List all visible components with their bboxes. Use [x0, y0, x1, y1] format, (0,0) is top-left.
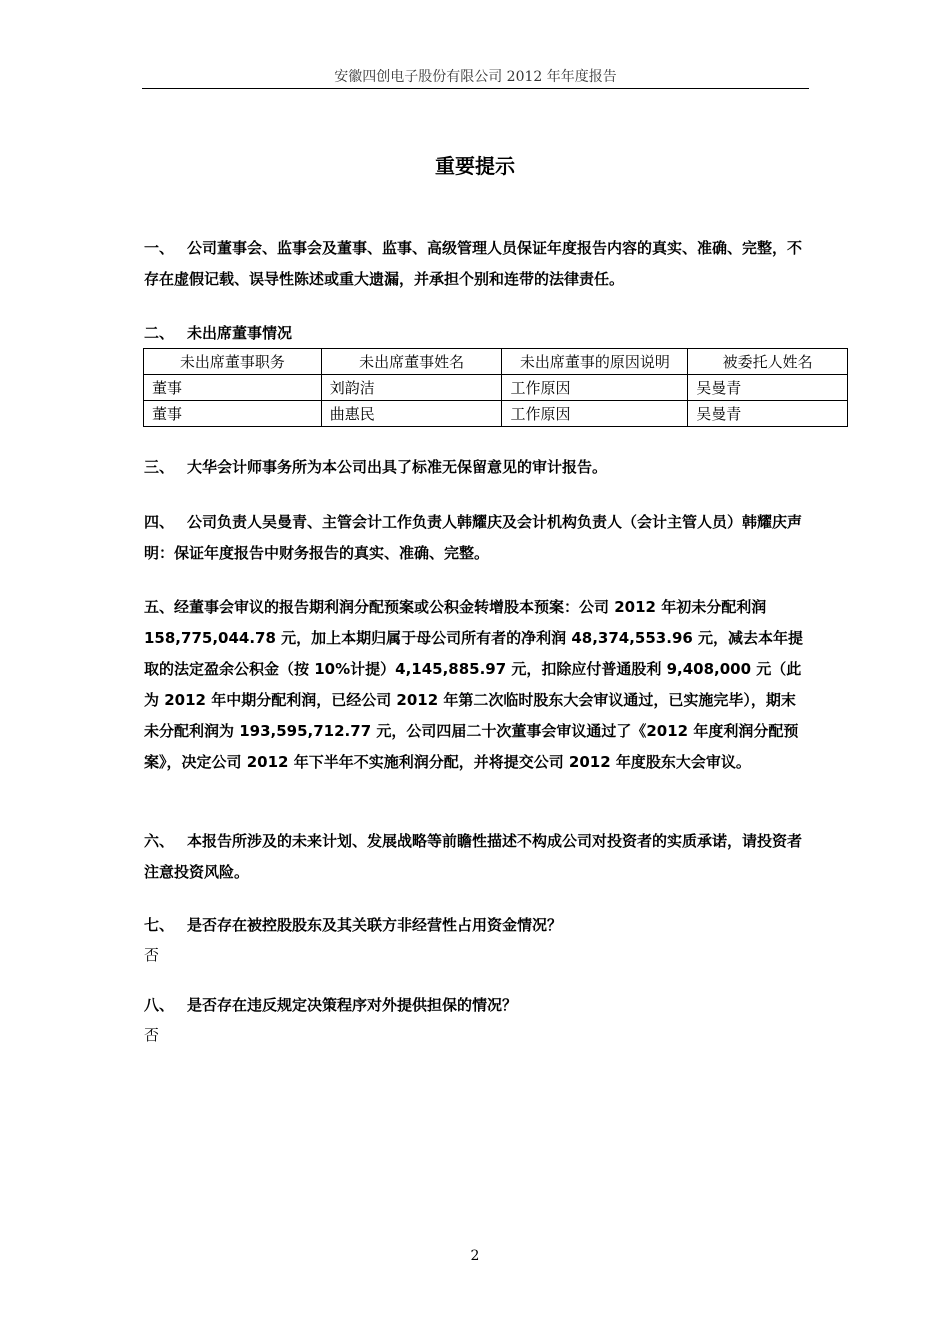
- table-cell: 董事: [144, 401, 322, 427]
- table-cell: 曲惠民: [321, 401, 502, 427]
- table-cell: 刘韵洁: [321, 375, 502, 401]
- item-7-number: 七、: [144, 916, 175, 934]
- item-4: [144, 507, 808, 569]
- item-8-number: 八、: [144, 996, 175, 1014]
- table-cell: 吴曼青: [688, 375, 848, 401]
- table-cell: 董事: [144, 375, 322, 401]
- item-6: [144, 826, 808, 888]
- header-rule: [142, 88, 809, 89]
- item-4-number: 四、: [144, 513, 175, 531]
- item-3-number: 三、: [144, 458, 175, 476]
- item-3-text: 大华会计师事务所为本公司出具了标准无保留意见的审计报告。: [187, 458, 608, 476]
- item-7: [144, 910, 808, 941]
- table-cell: 吴曼青: [688, 401, 848, 427]
- table-row: [144, 375, 848, 401]
- item-5: [144, 592, 808, 778]
- item-2-text: 未出席董事情况: [187, 324, 293, 342]
- item-8-answer: 否: [144, 1026, 160, 1044]
- item-7-answer: 否: [144, 946, 160, 964]
- item-2-number: 二、: [144, 324, 175, 342]
- page-number: 2: [470, 1248, 480, 1264]
- table-row: [144, 401, 848, 427]
- table-header-cell: 未出席董事职务: [144, 349, 322, 375]
- table-cell: 工作原因: [502, 401, 688, 427]
- table-header-row: [144, 349, 848, 375]
- item-1-number: 一、: [144, 239, 175, 257]
- table-header-cell: 未出席董事姓名: [321, 349, 502, 375]
- absent-directors-table: [143, 348, 848, 427]
- item-3: [144, 452, 808, 483]
- item-8: [144, 990, 808, 1021]
- page-title: 重要提示: [435, 154, 515, 178]
- item-2: [144, 318, 808, 349]
- item-7-text: 是否存在被控股股东及其关联方非经营性占用资金情况？: [187, 916, 563, 934]
- table-cell: 工作原因: [502, 375, 688, 401]
- page-header: 安徽四创电子股份有限公司 2012 年年度报告: [334, 69, 617, 85]
- item-1: [144, 233, 808, 295]
- item-1-text: 公司董事会、监事会及董事、监事、高级管理人员保证年度报告内容的真实、准确、完整，不存在虚假记载、误导性陈述或重大遗漏，并承担个别和连带的法律责任。: [144, 239, 803, 288]
- table-header-cell: 未出席董事的原因说明: [502, 349, 688, 375]
- item-6-text: 本报告所涉及的未来计划、发展战略等前瞻性描述不构成公司对投资者的实质承诺，请投资者注意投资风险。: [144, 832, 803, 881]
- item-8-text: 是否存在违反规定决策程序对外提供担保的情况？: [187, 996, 518, 1014]
- item-4-text: 公司负责人吴曼青、主管会计工作负责人韩耀庆及会计机构负责人（会计主管人员）韩耀庆声明：保证年度报告中财务报告的真实、准确、完整。: [144, 513, 803, 562]
- item-6-number: 六、: [144, 832, 175, 850]
- item-5-text: 五、经董事会审议的报告期利润分配预案或公积金转增股本预案：公司 2012 年初未分配利润 158,775,044.78 元，加上本期归属于母公司所有者的净利润 48,374,553.96 元，减去本年提取的法定盈余公积金（按 10%计提）4,145,885.97 元，扣除应付普通股利 9,408,000 元（此为 2012 年中期分配利润，已经公司 2012 年第二次临时股东大会审议通过，已实施完毕），期末未分配利润为 193,595,712.77 元，公司四届二十次董事会审议通过了《2012 年度利润分配预案》，决定公司 2012 年下半年不实施利润分配，并将提交公司 2012 年度股东大会审议。: [144, 598, 804, 771]
- table-header-cell: 被委托人姓名: [688, 349, 848, 375]
